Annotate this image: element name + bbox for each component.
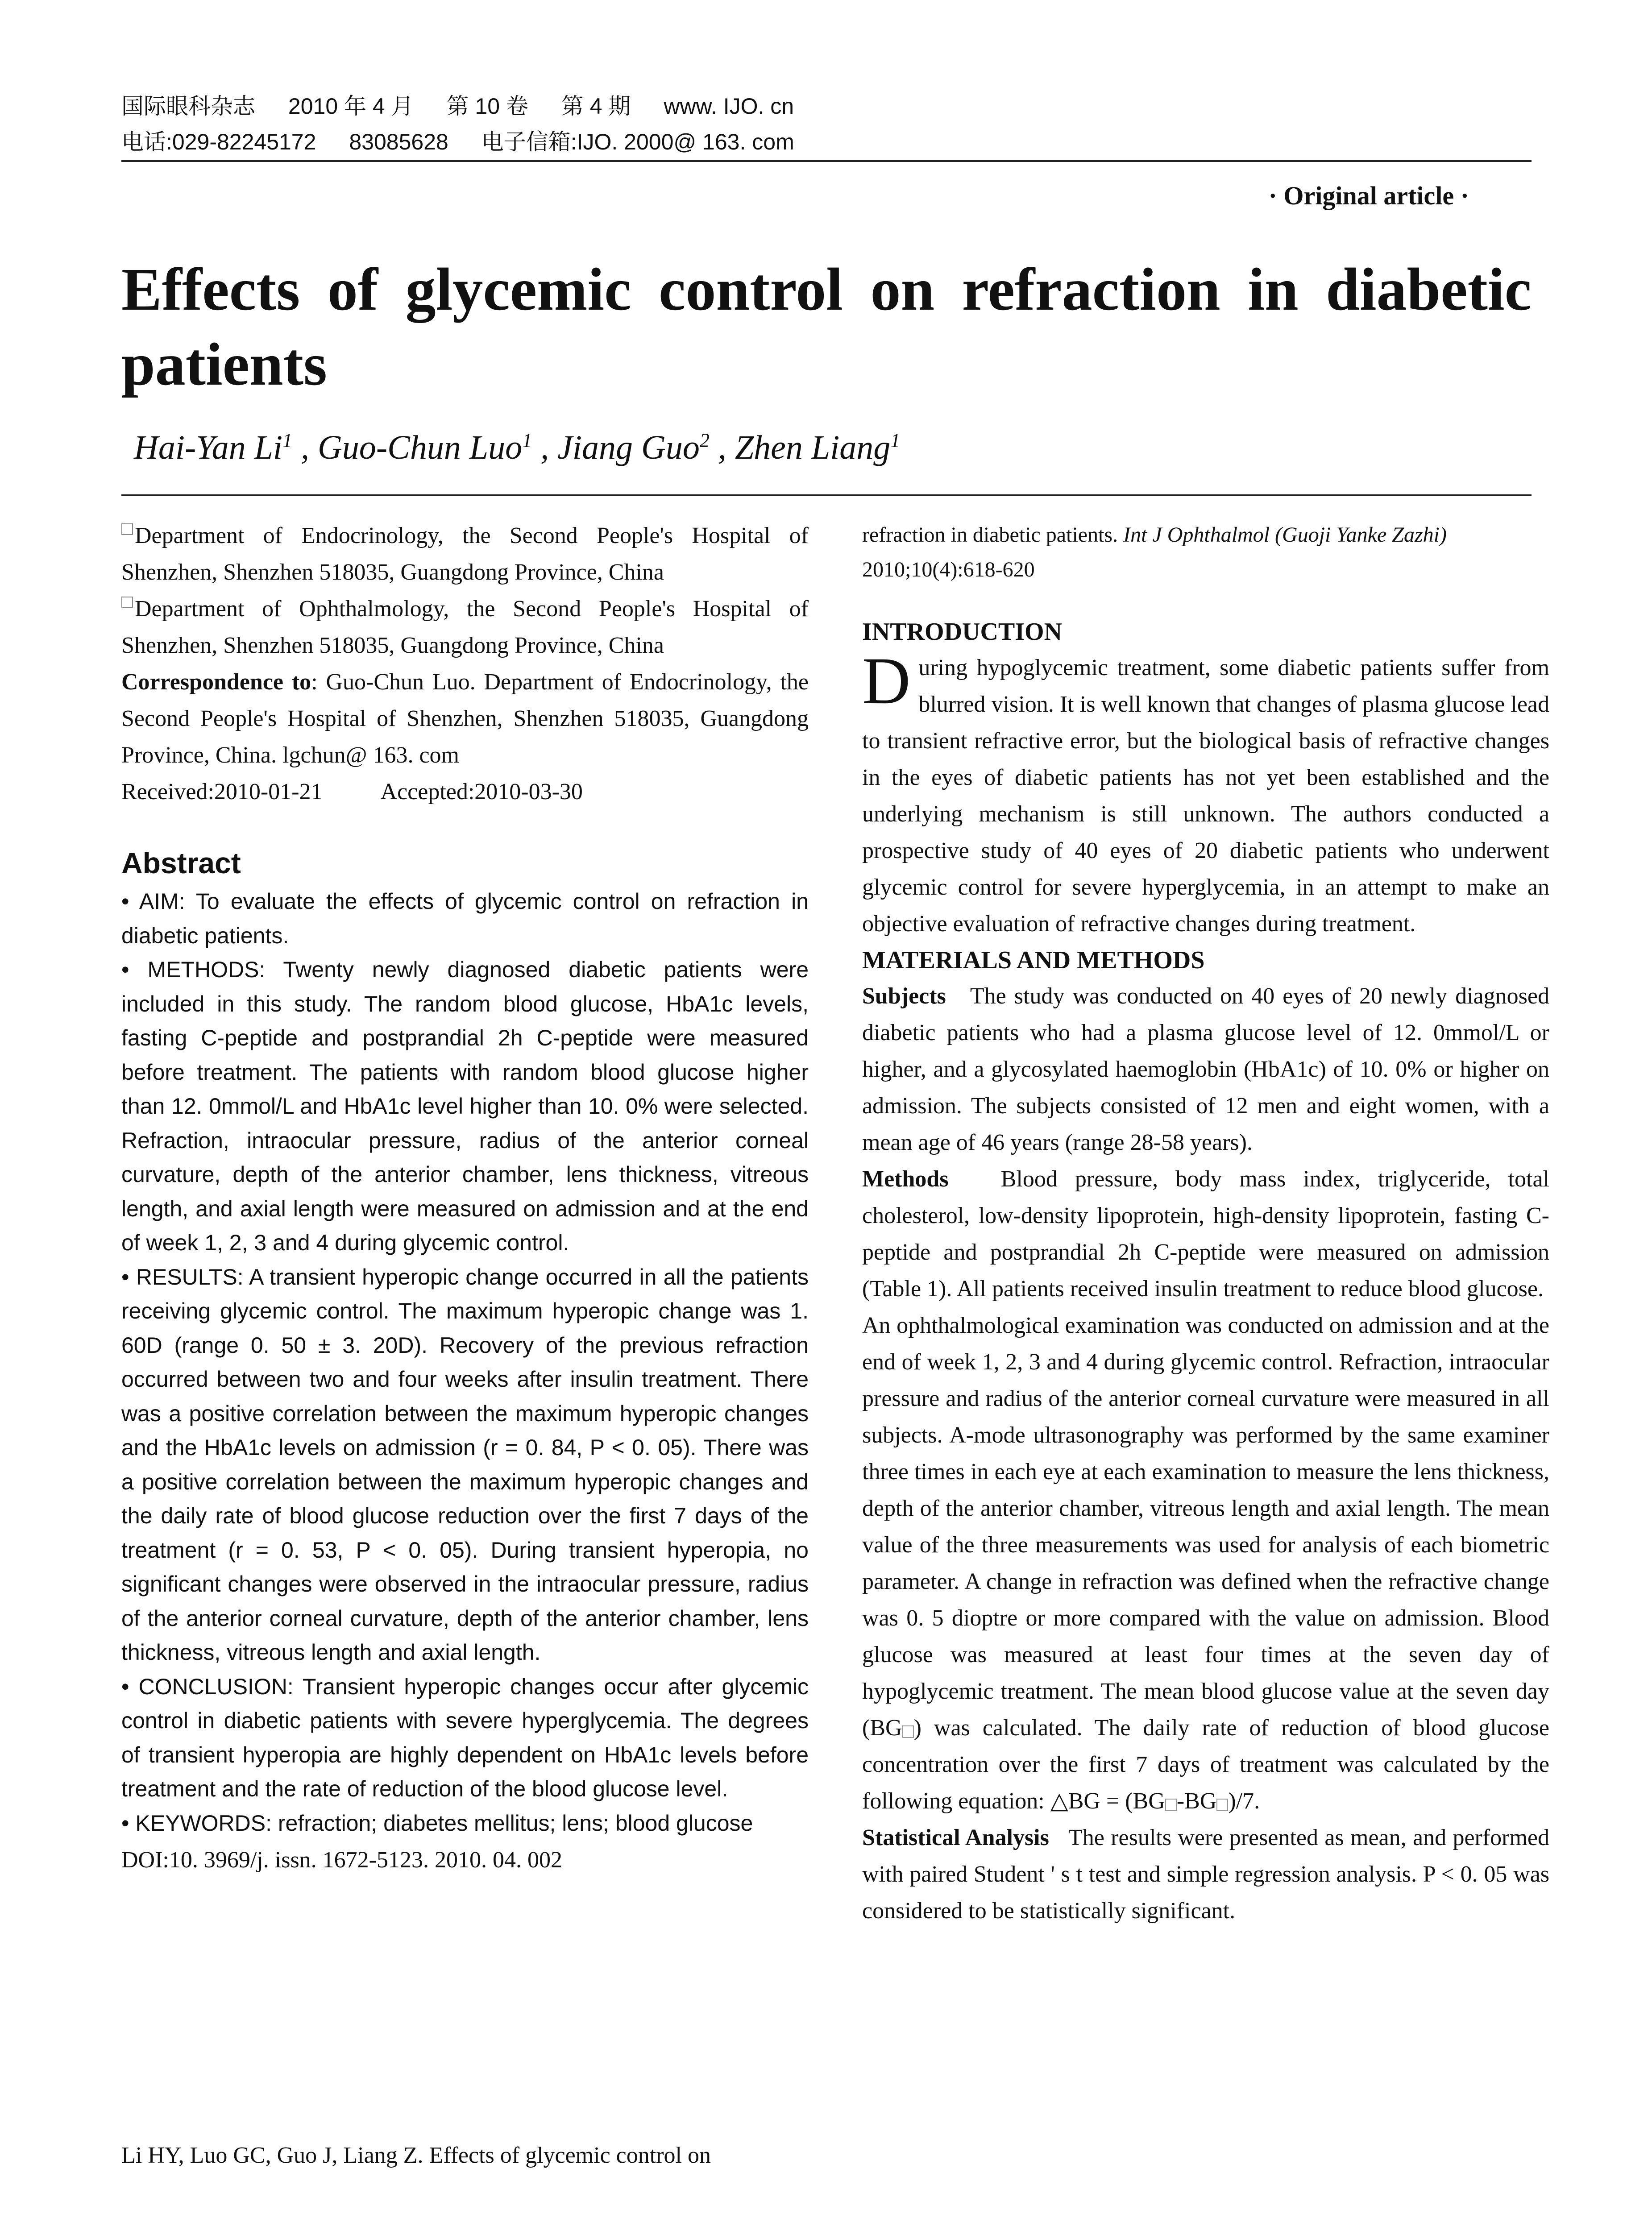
authors-rule: [121, 494, 1532, 496]
website: www. IJO. cn: [664, 94, 794, 119]
subscript-box: [902, 1725, 914, 1738]
abstract-keywords: • KEYWORDS: refraction; diabetes mellitus; lens; blood glucose: [121, 1810, 753, 1836]
author-separator: ,: [532, 429, 558, 466]
volume: 第 10 卷: [446, 94, 528, 119]
drop-cap: D: [862, 644, 911, 718]
phone: 电话:029-82245172: [121, 129, 316, 154]
correspondence-label: Correspondence to: [121, 669, 311, 695]
issue-date: 2010 年 4 月: [288, 94, 414, 119]
header-rule: [121, 160, 1532, 162]
exam-paragraph: [862, 1307, 1549, 1820]
journal-header-line-2: [121, 124, 1532, 160]
subscript-box: [1165, 1799, 1177, 1811]
affiliation-marker: [121, 597, 133, 608]
abstract-conclusion: • CONCLUSION: Transient hyperopic changes occur after glycemic control in diabetic patients with severe hyperglycemia. The degrees of transient hyperopia are highly dependent on HbA1c levels before treatment and the rate of reduction of the blood glucose level.: [121, 1674, 809, 1801]
correspondence: [121, 664, 809, 774]
exam-text-4: )/7.: [1228, 1788, 1260, 1814]
abstract-results: • RESULTS: A transient hyperopic change occurred in all the patients receiving glycemic control. The maximum hyperopic change was 1. 60D (range 0. 50 ± 3. 20D). Recovery of the previous refraction occurred between two and four weeks after insulin treatment. There was a positive correlation between the maximum hyperopic changes and the HbA1c levels on admission (r = 0. 84, P < 0. 05). There was a positive correlation between the maximum hyperopic changes and the daily rate of blood glucose reduction over the first 7 days of the treatment (r = 0. 53, P < 0. 05). During transient hyperopia, no significant changes were observed in the intraocular pressure, radius of the anterior corneal curvature, depth of the anterior chamber, lens thickness, vitreous length and axial length.: [121, 1264, 809, 1665]
citation-volume: 2010;10(4):618-620: [862, 558, 1035, 581]
issue-number: 第 4 期: [561, 94, 631, 119]
exam-text: An ophthalmological examination was conducted on admission and at the end of week 1, 2, 3 and 4 during glycemic control. Refraction, intraocular pressure and radius of the anterior corneal curvature were measured in all subjects. A-mode ultrasonography was performed by the same examiner three times in each eye at each examination to measure the lens thickness, depth of the anterior chamber, vitreous length and axial length. The mean value of the three measurements was used for analysis of each biometric parameter. A change in refraction was defined when the refractive change was 0. 5 dioptre or more compared with the value on admission. Blood glucose was measured at least four times at the seven day of hypoglycemic treatment. The mean blood glucose value at the seven day (BG: [862, 1313, 1549, 1741]
doi: DOI:10. 3969/j. issn. 1672-5123. 2010. 04. 002: [121, 1847, 562, 1873]
journal-name: 国际眼科杂志: [121, 94, 255, 119]
subjects-text: The study was conducted on 40 eyes of 20 newly diagnosed diabetic patients who had a plasma glucose level of 12. 0mmol/L or higher, and a glycosylated haemoglobin (HbA1c) of 10. 0% or higher on admission. The subjects consisted of 12 men and eight women, with a mean age of 46 years (range 28-58 years).: [862, 983, 1549, 1155]
author-list: [134, 428, 900, 467]
statistics-paragraph: [862, 1820, 1549, 1929]
materials-heading: MATERIALS AND METHODS: [862, 946, 1205, 974]
received-date: Received:2010-01-21: [121, 779, 323, 804]
citation-left-text: Li HY, Luo GC, Guo J, Liang Z. Effects of glycemic control on: [121, 2143, 711, 2168]
abstract-methods: • METHODS: Twenty newly diagnosed diabetic patients were included in this study. The random blood glucose, HbA1c levels, fasting C-peptide and postprandial 2h C-peptide were measured before treatment. The patients with random blood glucose higher than 12. 0mmol/L and HbA1c level higher than 10. 0% were selected. Refraction, intraocular pressure, radius of the anterior corneal curvature, depth of the anterior chamber, lens thickness, vitreous length, and axial length were measured on admission and at the end of week 1, 2, 3 and 4 during glycemic control.: [121, 957, 809, 1255]
affiliation-2: [121, 591, 809, 664]
author-separator: ,: [292, 429, 318, 466]
introduction-body: uring hypoglycemic treatment, some diabetic patients suffer from blurred vision. It is well known that changes of plasma glucose lead to transient refractive error, but the biological basis of refractive changes in the eyes of diabetic patients has not yet been established and the underlying mechanism is still unknown. The authors conducted a prospective study of 40 eyes of 20 diabetic patients who underwent glycemic control for severe hyperglycemia, in an attempt to make an objective evaluation of refractive changes during treatment.: [862, 655, 1549, 937]
accepted-date: Accepted:2010-03-30: [380, 779, 583, 804]
introduction-text: [862, 644, 1549, 942]
citation-right: [862, 518, 1549, 587]
author-2: Guo-Chun Luo: [317, 429, 523, 466]
citation-left: [121, 2137, 809, 2174]
subscript-box: [1216, 1799, 1228, 1811]
statistics-label: Statistical Analysis: [862, 1825, 1049, 1850]
citation-journal: Int J Ophthalmol (Guoji Yanke Zazhi): [1123, 523, 1447, 547]
exam-text-3: -BG: [1176, 1788, 1217, 1814]
email: 电子信箱:IJO. 2000@ 163. com: [481, 129, 794, 154]
author-1-affiliation: 1: [282, 429, 292, 452]
author-separator: ,: [709, 429, 735, 466]
article-type: · Original article ·: [1268, 181, 1469, 210]
dates: [121, 774, 809, 810]
correspondence-text: : Guo-Chun Luo. Department of Endocrinology, the Second People's Hospital of Shenzhen, Shenzhen 518035, Guangdong Province, China. lgchun@ 163. com: [121, 669, 809, 768]
phone-2: 83085628: [349, 129, 448, 154]
methods-paragraph: [862, 1161, 1549, 1307]
journal-header-line-1: [121, 88, 1532, 124]
article-title: Effects of glycemic control on refraction in diabetic patients: [121, 256, 1532, 398]
journal-header: [121, 88, 1532, 160]
methods-label: Methods: [862, 1166, 949, 1192]
statistics-text: The results were presented as mean, and performed with paired Student ' s t test and simple regression analysis. P < 0. 05 was considered to be statistically significant.: [862, 1825, 1550, 1924]
abstract-aim: • AIM: To evaluate the effects of glycemic control on refraction in diabetic patients.: [121, 889, 809, 948]
affiliation-1-text: Department of Endocrinology, the Second People's Hospital of Shenzhen, Shenzhen 518035, Guangdong Province, China: [121, 523, 809, 585]
exam-text-2: ) was calculated. The daily rate of reduction of blood glucose concentration over the first 7 days of treatment was calculated by the following equation: △BG = (BG: [862, 1715, 1549, 1814]
author-3-affiliation: 2: [699, 429, 710, 452]
author-3: Jiang Guo: [557, 429, 700, 466]
author-4: Zhen Liang: [735, 429, 891, 466]
author-1: Hai-Yan Li: [134, 429, 282, 466]
citation-right-text: refraction in diabetic patients.: [862, 523, 1118, 547]
right-column: [862, 518, 1549, 1929]
affiliation-1: [121, 518, 809, 591]
affiliation-2-text: Department of Ophthalmology, the Second People's Hospital of Shenzhen, Shenzhen 518035, Guangdong Province, China: [121, 596, 809, 658]
abstract-heading: Abstract: [121, 846, 241, 879]
author-2-affiliation: 1: [522, 429, 532, 452]
author-4-affiliation: 1: [890, 429, 901, 452]
left-column: [121, 518, 809, 1879]
introduction-heading: INTRODUCTION: [862, 618, 1063, 646]
methods-text: Blood pressure, body mass index, triglyceride, total cholesterol, low-density lipoprotein, high-density lipoprotein, fasting C-peptide and postprandial 2h C-peptide were measured on admission (Table 1). All patients received insulin treatment to reduce blood glucose.: [862, 1166, 1549, 1302]
subjects-paragraph: [862, 978, 1549, 1161]
subjects-label: Subjects: [862, 983, 946, 1009]
affiliation-marker: [121, 523, 133, 535]
